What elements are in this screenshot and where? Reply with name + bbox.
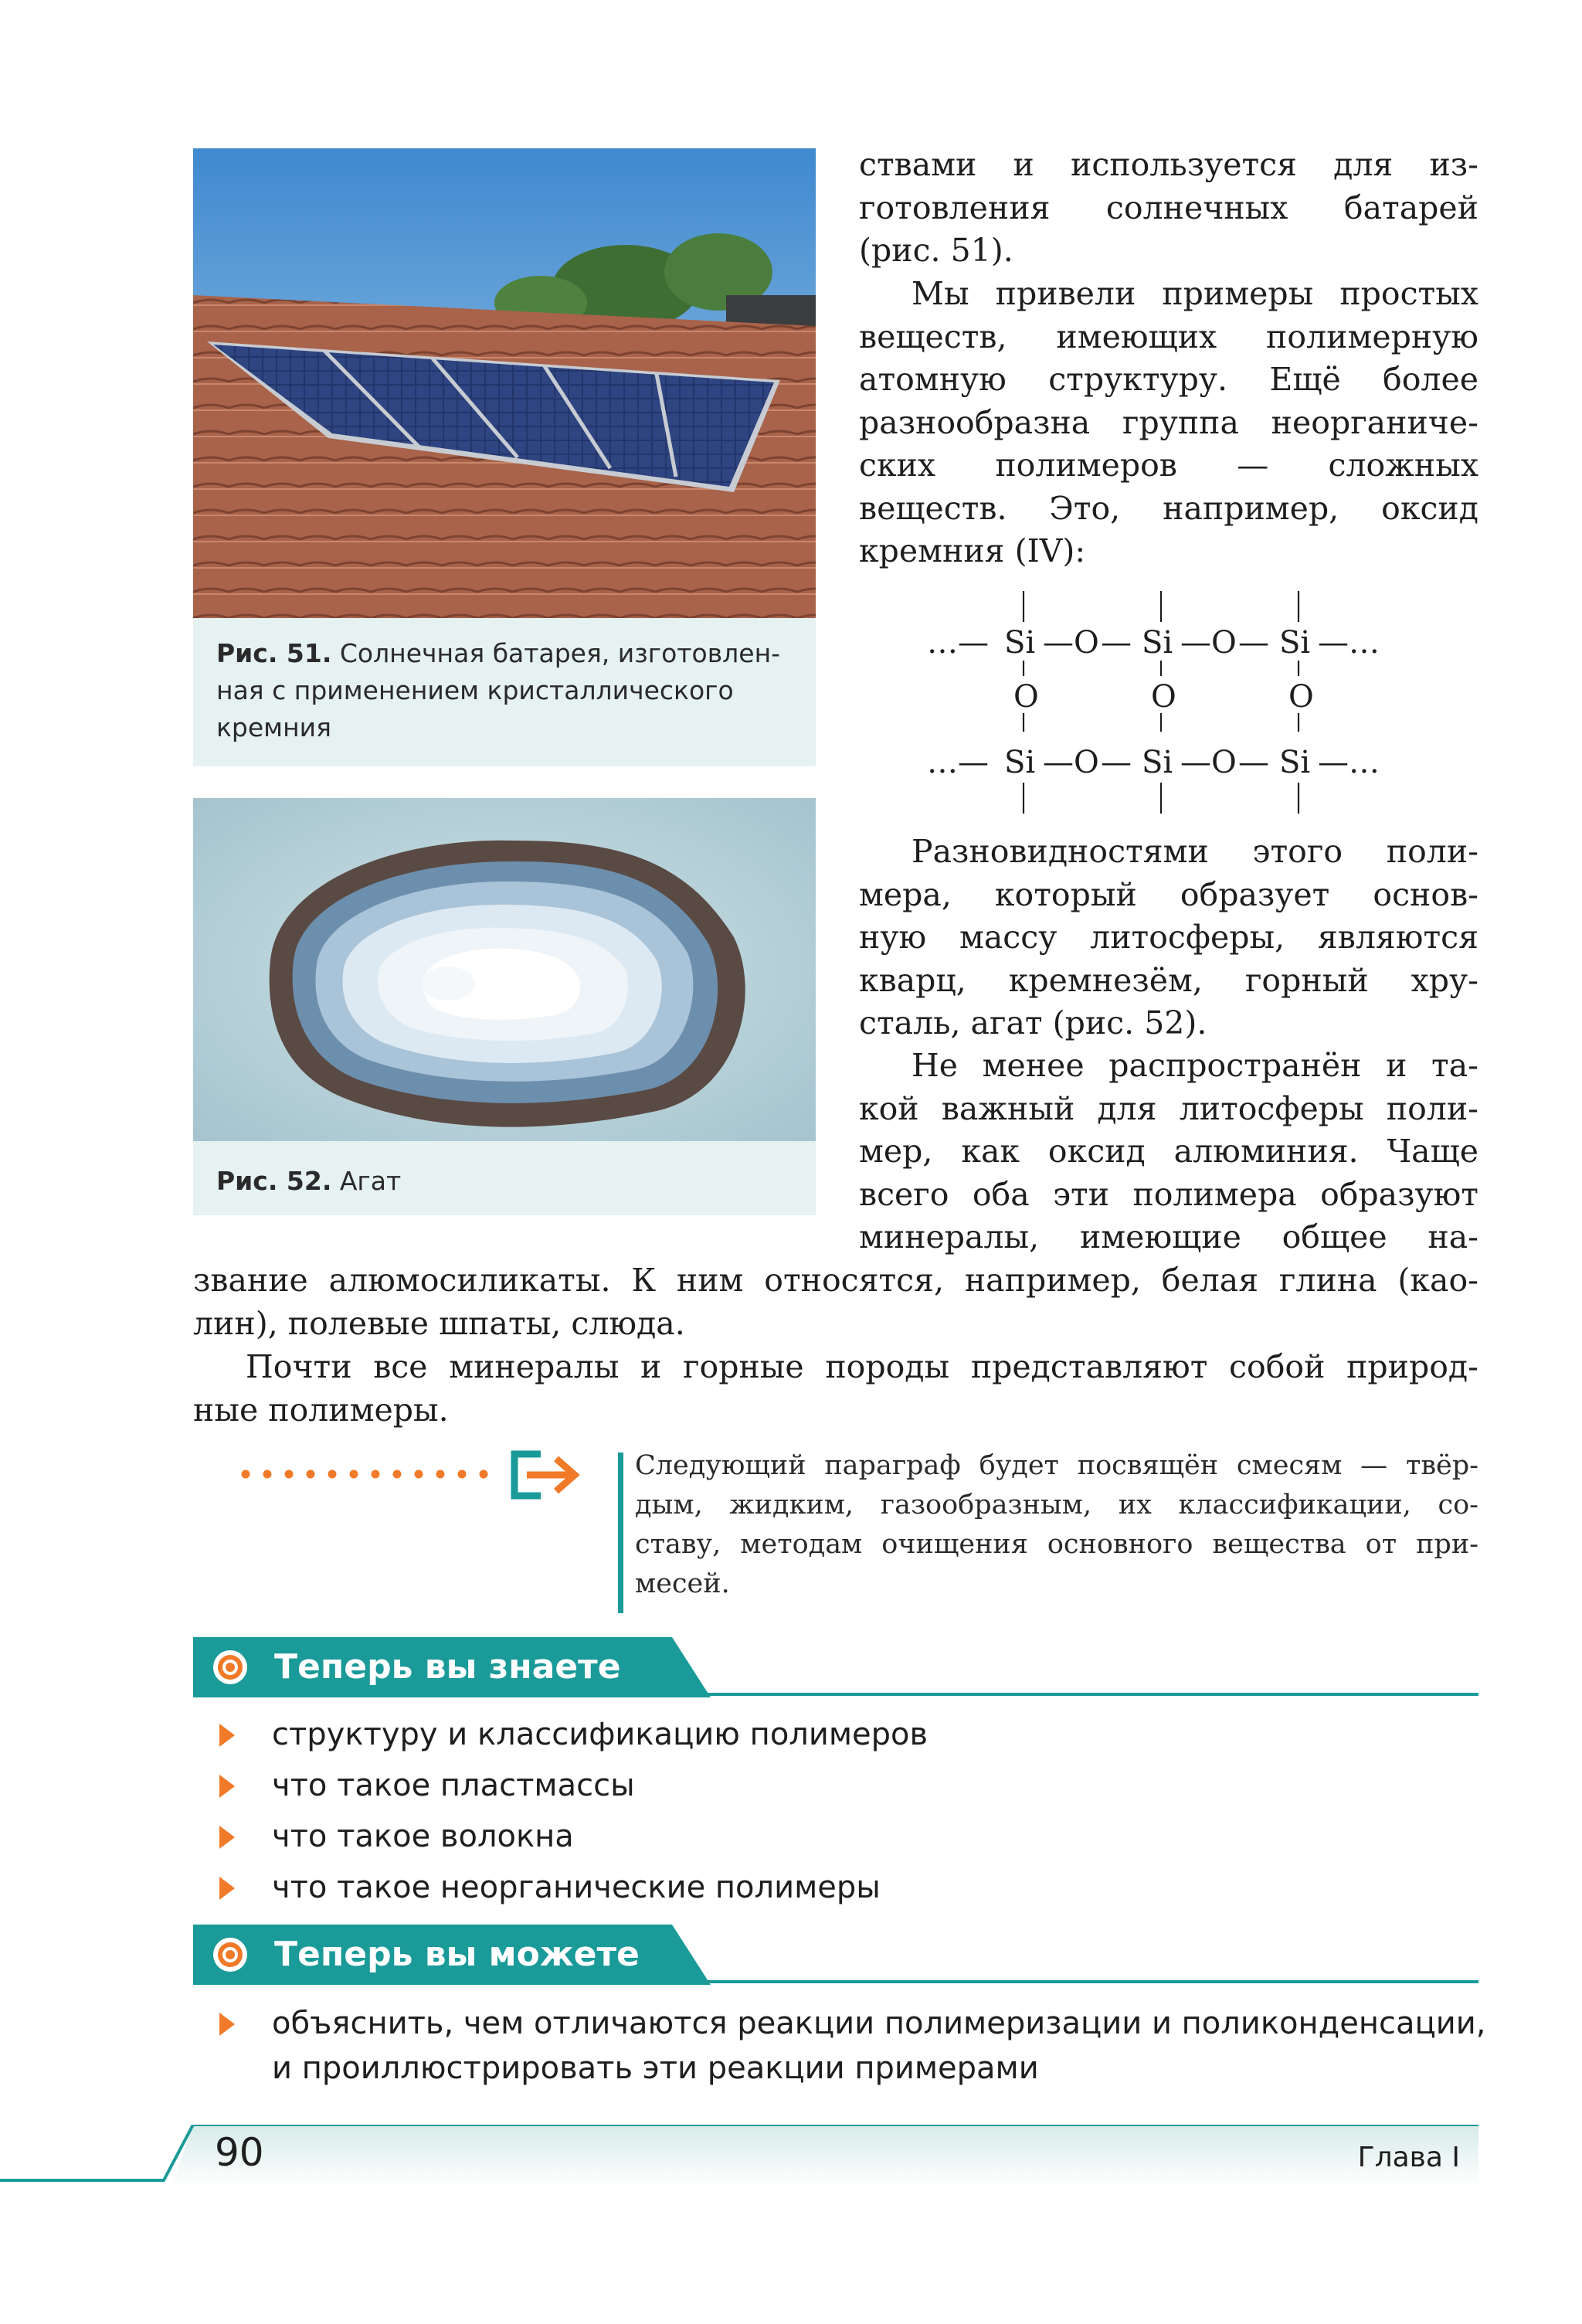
- figure-52-caption: [193, 1141, 816, 1215]
- list-item: [216, 1760, 1491, 1811]
- p2-line-2: веществ, имеющих полимерную: [859, 318, 1478, 355]
- list-item: [216, 1709, 1491, 1760]
- can-item-1-line-1: объяснить, чем отличаются реакции полимеризации и поликонденсации,: [272, 2006, 1486, 2041]
- formula-si-6: Si: [1279, 745, 1311, 780]
- p4-line-1: Не менее распространён и та-: [912, 1047, 1478, 1084]
- list-item: [216, 2001, 1491, 2091]
- know-list: [216, 1709, 1491, 1913]
- p1-line-2: готовления солнечных батарей: [859, 189, 1478, 226]
- p4-line-5: минералы, имеющие общее на-: [859, 1218, 1478, 1255]
- can-item-1-line-2: и проиллюстрировать эти реакции примерами: [272, 2050, 1039, 2086]
- formula-dots-left-1: …—: [927, 625, 989, 661]
- p4-full-line-1: звание алюмосиликаты. К ним относятся, например, белая глина (као-: [193, 1262, 1478, 1299]
- can-list: [216, 2001, 1491, 2091]
- p1-line-3: (рис. 51).: [859, 232, 1013, 269]
- paragraph-4: [859, 1045, 1478, 1259]
- formula-o-4: O: [1211, 745, 1237, 780]
- formula-si-4: Si: [1004, 745, 1036, 780]
- bullet-triangle-icon: [219, 1724, 235, 1747]
- chapter-label: Глава I: [1357, 2142, 1460, 2173]
- formula-dash-2: —: [1101, 625, 1132, 661]
- bullet-triangle-icon: [219, 1775, 235, 1798]
- know-title: Теперь вы знаете: [274, 1647, 621, 1687]
- formula-o-mid-1: O: [1013, 679, 1039, 715]
- p1-line-1: ствами и используется для из-: [859, 146, 1478, 183]
- p2-line-7: кремния (IV):: [859, 532, 1086, 569]
- know-item-2: что такое пластмассы: [272, 1768, 635, 1803]
- list-item: [216, 1811, 1491, 1862]
- know-item-1: структуру и классификацию полимеров: [272, 1717, 928, 1752]
- formula-si-2: Si: [1142, 625, 1173, 661]
- know-item-4: что такое неорганические полимеры: [272, 1870, 881, 1905]
- list-item: [216, 1862, 1491, 1913]
- next-paragraph-note: [635, 1446, 1478, 1604]
- formula-dots-right-1: —…: [1318, 625, 1380, 661]
- p2-line-5: ских полимеров — сложных: [859, 447, 1478, 484]
- formula-dots-left-2: …—: [927, 745, 989, 780]
- note-line-3: ставу, методам очищения основного вещества от при-: [635, 1529, 1478, 1560]
- p3-line-3: ную массу литосферы, являются: [859, 919, 1478, 956]
- p4-full-line-2: лин), полевые шпаты, слюда.: [193, 1304, 685, 1342]
- paragraph-4-continued: [193, 1259, 1478, 1345]
- silicon-oxide-formula: [927, 583, 1421, 823]
- p3-line-4: кварц, кремнезём, горный хру-: [859, 961, 1478, 999]
- know-header: [193, 1637, 711, 1697]
- figure-51-caption-line1: Солнечная батарея, изготовлен-: [331, 638, 781, 668]
- figure-51-caption-line3: кремния: [216, 712, 331, 742]
- paragraph-5: [193, 1346, 1478, 1432]
- formula-dash-4: —: [1238, 625, 1269, 661]
- p2-line-6: веществ. Это, например, оксид: [859, 489, 1478, 527]
- figure-51-caption-line2: ная с применением кристаллического: [216, 675, 734, 705]
- formula-o-1: O: [1074, 625, 1099, 661]
- note-line-4: месей.: [635, 1568, 730, 1599]
- p3-line-2: мера, который образует основ-: [859, 875, 1478, 913]
- paragraph-3: [859, 831, 1478, 1045]
- p4-line-3: мер, как оксид алюминия. Чаще: [859, 1133, 1478, 1170]
- page-number: 90: [215, 2130, 264, 2175]
- note-accent-bar: [618, 1452, 623, 1613]
- p2-line-4: разнообразна группа неорганиче-: [859, 403, 1478, 441]
- arrow-into-box-icon: [510, 1449, 587, 1500]
- bullet-triangle-icon: [219, 1877, 235, 1900]
- target-icon: [212, 1936, 249, 1973]
- can-title: Теперь вы можете: [274, 1935, 640, 1974]
- formula-dash-6: —: [1101, 745, 1132, 780]
- dotted-leader: [241, 1466, 496, 1482]
- formula-si-1: Si: [1004, 625, 1036, 661]
- formula-dots-right-2: —…: [1318, 745, 1380, 780]
- note-line-2: дым, жидким, газообразным, их классификации, со-: [635, 1490, 1478, 1520]
- note-line-1: Следующий параграф будет посвящён смесям — твёр-: [635, 1450, 1478, 1481]
- paragraph-1: [859, 144, 1478, 273]
- bullet-triangle-icon: [219, 2013, 235, 2036]
- p3-line-5: сталь, агат (рис. 52).: [859, 1004, 1207, 1041]
- formula-dash-1: —: [1043, 625, 1074, 661]
- formula-si-3: Si: [1279, 625, 1311, 661]
- formula-dash-3: —: [1180, 625, 1211, 661]
- figure-52-caption-text: Агат: [331, 1166, 402, 1196]
- know-item-3: что такое волокна: [272, 1819, 574, 1854]
- p2-line-3: атомную структуру. Ещё более: [859, 361, 1478, 398]
- figure-51-caption: [193, 618, 816, 766]
- agate-photo: [193, 798, 816, 1141]
- formula-o-2: O: [1211, 625, 1237, 661]
- p4-line-4: всего оба эти полимера образуют: [859, 1175, 1478, 1213]
- formula-o-mid-2: O: [1151, 679, 1176, 715]
- figure-52-label: Рис. 52.: [216, 1166, 332, 1196]
- bullet-triangle-icon: [219, 1826, 235, 1849]
- solar-panel-photo: [193, 148, 816, 618]
- p4-line-2: кой важный для литосферы поли-: [859, 1089, 1478, 1127]
- p5-line-1: Почти все минералы и горные породы представляют собой природ-: [246, 1348, 1478, 1385]
- formula-si-5: Si: [1142, 745, 1173, 780]
- p2-line-1: Мы привели примеры простых: [912, 275, 1478, 312]
- formula-o-mid-3: O: [1288, 679, 1314, 715]
- can-header: [193, 1925, 711, 1985]
- formula-dash-8: —: [1238, 745, 1269, 780]
- formula-o-3: O: [1074, 745, 1099, 780]
- formula-dash-7: —: [1180, 745, 1211, 780]
- p5-line-2: ные полимеры.: [193, 1391, 449, 1429]
- figure-51-label: Рис. 51.: [216, 638, 332, 668]
- formula-dash-5: —: [1043, 745, 1074, 780]
- paragraph-2: [859, 273, 1478, 573]
- target-icon: [212, 1649, 249, 1686]
- p3-line-1: Разновидностями этого поли-: [912, 833, 1478, 870]
